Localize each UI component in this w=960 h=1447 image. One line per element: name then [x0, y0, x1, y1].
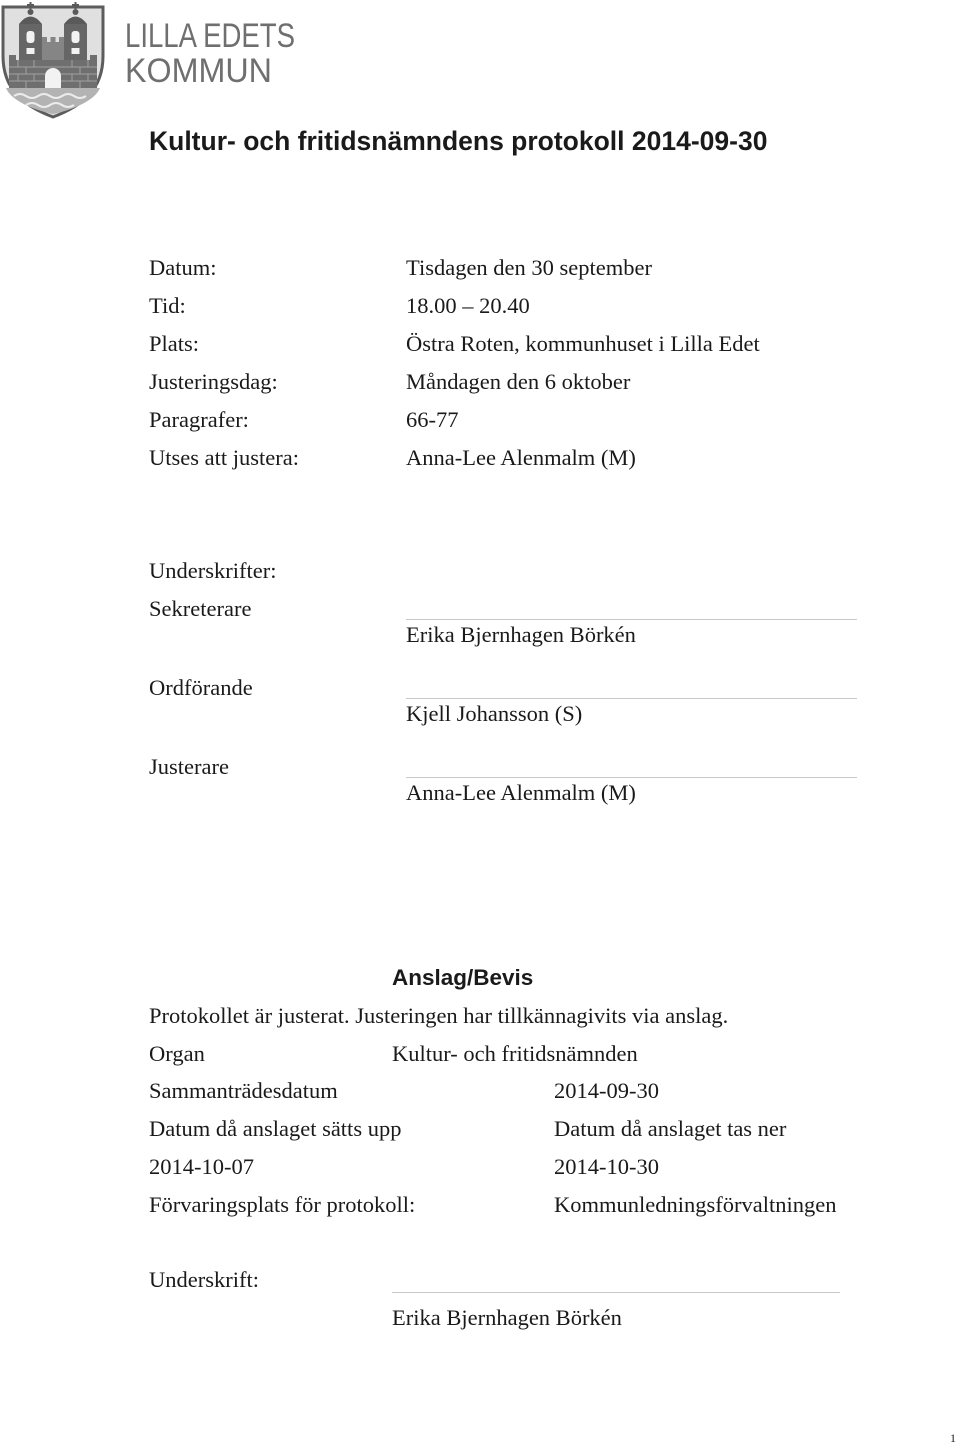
posted-date-value: 2014-10-07 — [149, 1154, 254, 1179]
notice-signature-label: Underskrift: — [149, 1267, 259, 1292]
detail-label: Utses att justera: — [149, 445, 299, 470]
notice-signature-name: Erika Bjernhagen Börkén — [392, 1305, 622, 1330]
signature-name: Kjell Johansson (S) — [406, 701, 583, 726]
notice-heading: Anslag/Bevis — [392, 965, 534, 990]
signature-name: Anna-Lee Alenmalm (M) — [406, 780, 636, 805]
detail-label: Paragrafer: — [149, 407, 249, 432]
detail-label: Datum: — [149, 255, 217, 280]
signature-line — [392, 1292, 840, 1293]
page-number: 1 — [950, 1431, 956, 1445]
posted-date-label: Datum då anslaget sätts upp — [149, 1116, 402, 1141]
detail-row — [0, 255, 960, 281]
logo-name-line1: LILLA EDETS — [125, 17, 295, 55]
signature-line — [406, 698, 857, 699]
page-title: Kultur- och fritidsnämndens protokoll 2014-09-30 — [149, 126, 768, 156]
removed-date-value: 2014-10-30 — [554, 1154, 659, 1179]
meeting-date-value: 2014-09-30 — [554, 1078, 659, 1103]
meeting-date-label: Sammanträdesdatum — [149, 1078, 338, 1103]
organ-label: Organ — [149, 1041, 205, 1066]
notice-statement: Protokollet är justerat. Justeringen har tillkännagivits via anslag. — [149, 1003, 729, 1028]
municipality-logo — [0, 0, 300, 122]
storage-label: Förvaringsplats för protokoll: — [149, 1192, 416, 1217]
detail-value: Tisdagen den 30 september — [406, 255, 653, 280]
signature-role: Justerare — [149, 754, 229, 779]
detail-value: Anna-Lee Alenmalm (M) — [406, 445, 636, 470]
removed-date-label: Datum då anslaget tas ner — [554, 1116, 787, 1141]
organ-value: Kultur- och fritidsnämnden — [392, 1041, 638, 1066]
logo-name-line2: KOMMUN — [125, 52, 272, 90]
detail-value: Östra Roten, kommunhuset i Lilla Edet — [406, 331, 760, 356]
detail-label: Tid: — [149, 293, 186, 318]
detail-row — [0, 331, 960, 357]
detail-row — [0, 407, 960, 433]
storage-value: Kommunledningsförvaltningen — [554, 1192, 837, 1217]
signature-role: Ordförande — [149, 675, 253, 700]
signature-role: Sekreterare — [149, 596, 252, 621]
detail-label: Plats: — [149, 331, 200, 356]
detail-value: 66-77 — [406, 407, 459, 432]
detail-value: 18.00 – 20.40 — [406, 293, 530, 318]
detail-label: Justeringsdag: — [149, 369, 278, 394]
detail-value: Måndagen den 6 oktober — [406, 369, 631, 394]
signature-name: Erika Bjernhagen Börkén — [406, 622, 636, 647]
detail-row — [0, 369, 960, 395]
detail-row — [0, 445, 960, 471]
coat-of-arms-icon — [3, 2, 103, 117]
detail-row — [0, 293, 960, 319]
signatures-heading: Underskrifter: — [149, 558, 277, 583]
signature-line — [406, 777, 857, 778]
signature-line — [406, 619, 857, 620]
